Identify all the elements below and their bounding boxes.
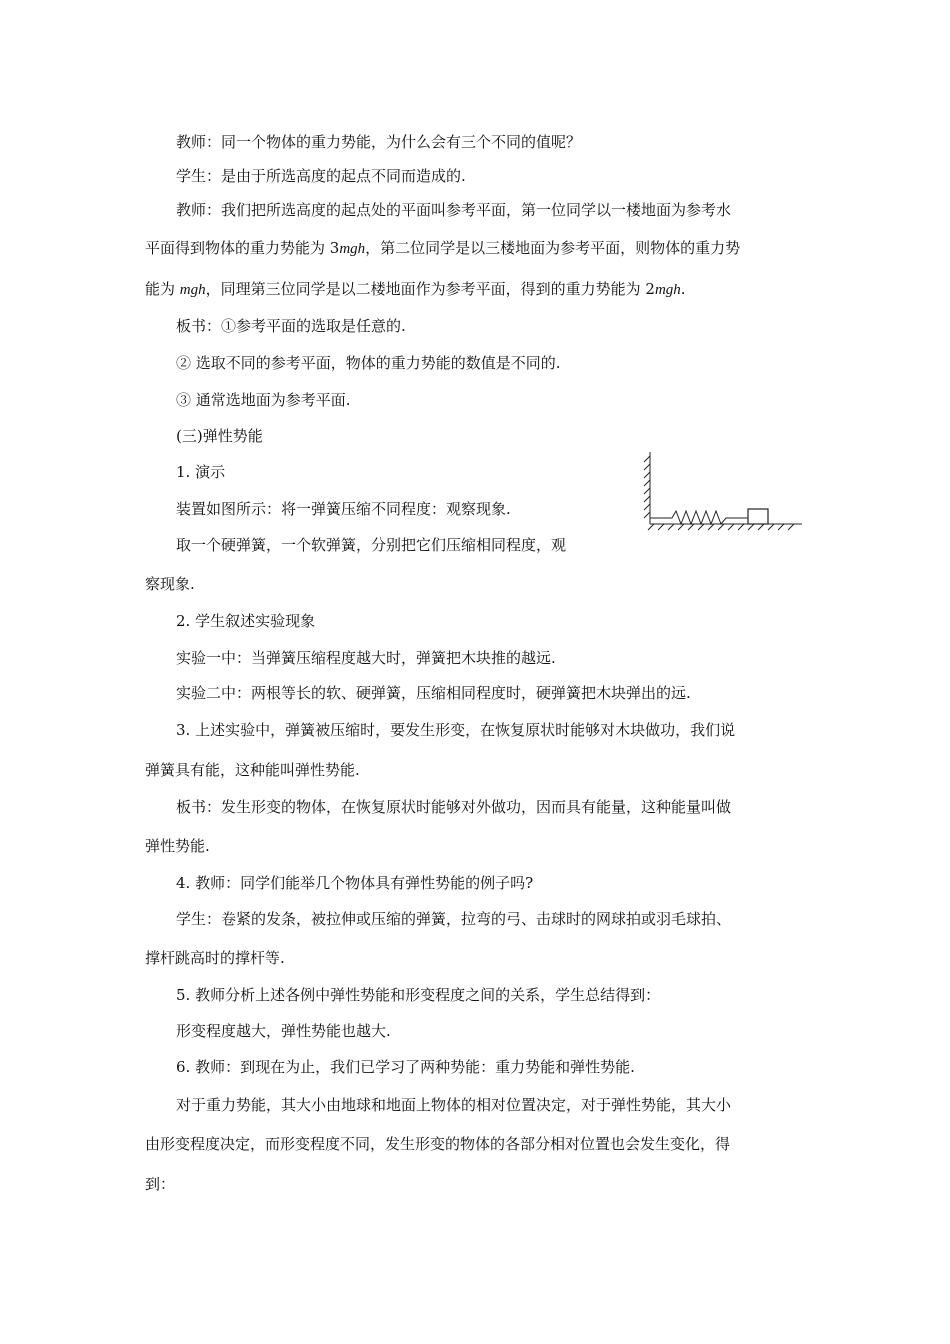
text-line: 教师：我们把所选高度的起点处的平面叫参考平面，第一位同学以一楼地面为参考水 — [176, 201, 732, 219]
text-line: 能为 mgh，同理第三位同学是以二楼地面作为参考平面，得到的重力势能为 2mgh. — [145, 280, 686, 298]
text-line: 取一个硬弹簧，一个软弹簧，分别把它们压缩相同程度，观 — [176, 536, 567, 554]
text-line: 板书：①参考平面的选取是任意的. — [176, 317, 406, 335]
text-line: 教师：同一个物体的重力势能，为什么会有三个不同的值呢？ — [176, 133, 582, 151]
text-line: 对于重力势能，其大小由地球和地面上物体的相对位置决定，对于弹性势能，其大小 — [176, 1096, 732, 1114]
text-line: 板书：发生形变的物体，在恢复原状时能够对外做功，因而具有能量，这种能量叫做 — [176, 798, 732, 816]
text-line: 弹性势能. — [145, 837, 210, 855]
text-line: 4. 教师：同学们能举几个物体具有弹性势能的例子吗? — [176, 874, 534, 892]
text-line: 学生：是由于所选高度的起点不同而造成的. — [176, 167, 466, 185]
text-line: 2. 学生叙述实验现象 — [176, 612, 316, 630]
text-line: 由形变程度决定，而形变程度不同，发生形变的物体的各部分相对位置也会发生变化，得 — [145, 1135, 731, 1153]
text-line: 弹簧具有能，这种能叫弹性势能. — [145, 761, 360, 779]
text-line: 撑杆跳高时的撑杆等. — [145, 949, 285, 967]
spring — [650, 511, 748, 524]
text-line: 察现象. — [145, 575, 195, 593]
text-line: ③ 通常选地面为参考平面. — [176, 391, 351, 409]
wall-hatch — [644, 452, 650, 524]
wooden-block — [748, 509, 768, 524]
floor-hatch — [648, 524, 802, 530]
text-line: 平面得到物体的重力势能为 3mgh，第二位同学是以三楼地面为参考平面，则物体的重力势 — [145, 239, 741, 257]
text-line: 实验二中：两根等长的软、硬弹簧，压缩相同程度时，硬弹簧把木块弹出的远. — [176, 684, 691, 702]
text-line: 6. 教师：到现在为止，我们已学习了两种势能：重力势能和弹性势能. — [176, 1058, 635, 1076]
text-line: 形变程度越大，弹性势能也越大. — [176, 1022, 391, 1040]
text-line: 到： — [145, 1175, 176, 1193]
section-heading: (三)弹性势能 — [176, 427, 263, 445]
text-line: 5. 教师分析上述各例中弹性势能和形变程度之间的关系，学生总结得到： — [176, 986, 661, 1004]
text-line: 3. 上述实验中，弹簧被压缩时，要发生形变，在恢复原状时能够对木块做功，我们说 — [176, 721, 736, 739]
text-line: ② 选取不同的参考平面，物体的重力势能的数值是不同的. — [176, 354, 561, 372]
text-line: 1. 演示 — [176, 463, 226, 481]
spring-block-figure — [640, 448, 810, 538]
text-line: 装置如图所示：将一弹簧压缩不同程度：观察现象. — [176, 500, 511, 518]
text-line: 实验一中：当弹簧压缩程度越大时，弹簧把木块推的越远. — [176, 649, 556, 667]
text-line: 学生：卷紧的发条，被拉伸或压缩的弹簧，拉弯的弓、击球时的网球拍或羽毛球拍、 — [176, 910, 732, 928]
